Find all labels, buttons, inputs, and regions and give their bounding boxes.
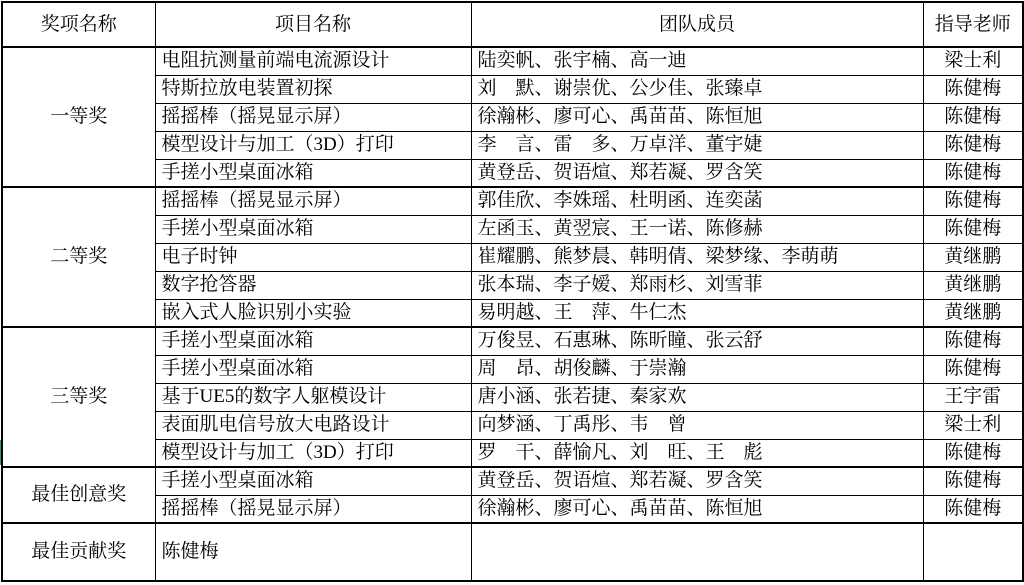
- project-cell[interactable]: 嵌入式人脸识别小实验: [155, 299, 471, 327]
- header-advisor[interactable]: 指导老师: [923, 2, 1023, 47]
- table-row: [2, 215, 1023, 243]
- project-cell[interactable]: 电阻抗测量前端电流源设计: [155, 47, 471, 75]
- table-row: [2, 495, 1023, 523]
- advisor-cell[interactable]: 黄继鹏: [923, 243, 1023, 271]
- table-row: [2, 243, 1023, 271]
- table-row: [2, 131, 1023, 159]
- project-cell[interactable]: 手搓小型桌面冰箱: [155, 327, 471, 355]
- advisor-cell[interactable]: 陈健梅: [923, 131, 1023, 159]
- table-row: [2, 159, 1023, 187]
- table-row: [2, 467, 1023, 495]
- project-cell[interactable]: 陈健梅: [155, 523, 471, 581]
- header-team-members[interactable]: 团队成员: [471, 2, 923, 47]
- project-cell[interactable]: 手搓小型桌面冰箱: [155, 355, 471, 383]
- project-cell[interactable]: 手搓小型桌面冰箱: [155, 159, 471, 187]
- table-row: [2, 523, 1023, 581]
- award-cell[interactable]: 二等奖: [2, 187, 155, 327]
- table-row: [2, 327, 1023, 355]
- team-cell[interactable]: 黄登岳、贺语煊、郑若凝、罗含笑: [471, 467, 923, 495]
- advisor-cell[interactable]: 黄继鹏: [923, 271, 1023, 299]
- advisor-cell[interactable]: 陈健梅: [923, 75, 1023, 103]
- team-cell[interactable]: 徐瀚彬、廖可心、禹苗苗、陈恒旭: [471, 495, 923, 523]
- team-cell[interactable]: 陆奕帆、张宇楠、高一迪: [471, 47, 923, 75]
- project-cell[interactable]: 摇摇棒（摇晃显示屏）: [155, 495, 471, 523]
- table-row: [2, 383, 1023, 411]
- advisor-cell[interactable]: 陈健梅: [923, 187, 1023, 215]
- team-cell[interactable]: 向梦涵、丁禹彤、韦 曾: [471, 411, 923, 439]
- table-row: [2, 187, 1023, 215]
- project-cell[interactable]: 数字抢答器: [155, 271, 471, 299]
- team-cell[interactable]: 李 言、雷 多、万卓洋、董宇婕: [471, 131, 923, 159]
- advisor-cell[interactable]: 陈健梅: [923, 215, 1023, 243]
- table-row: [2, 75, 1023, 103]
- project-cell[interactable]: 基于UE5的数字人躯模设计: [155, 383, 471, 411]
- advisor-cell[interactable]: 王宇雷: [923, 383, 1023, 411]
- team-cell[interactable]: 刘 默、谢崇优、公少佳、张臻卓: [471, 75, 923, 103]
- award-cell[interactable]: 最佳创意奖: [2, 467, 155, 523]
- table-row: [2, 439, 1023, 467]
- advisor-cell[interactable]: 陈健梅: [923, 159, 1023, 187]
- project-cell[interactable]: 手搓小型桌面冰箱: [155, 215, 471, 243]
- team-cell[interactable]: 周 昂、胡俊麟、于崇瀚: [471, 355, 923, 383]
- advisor-cell[interactable]: 陈健梅: [923, 439, 1023, 467]
- table-row: [2, 271, 1023, 299]
- header-project-name[interactable]: 项目名称: [155, 2, 471, 47]
- team-cell[interactable]: 万俊昱、石惠琳、陈昕瞳、张云舒: [471, 327, 923, 355]
- team-cell[interactable]: 徐瀚彬、廖可心、禹苗苗、陈恒旭: [471, 103, 923, 131]
- team-cell[interactable]: 左函玉、黄翌宸、王一诺、陈修赫: [471, 215, 923, 243]
- project-cell[interactable]: 模型设计与加工（3D）打印: [155, 131, 471, 159]
- project-cell[interactable]: 表面肌电信号放大电路设计: [155, 411, 471, 439]
- advisor-cell[interactable]: 黄继鹏: [923, 299, 1023, 327]
- advisor-cell[interactable]: 陈健梅: [923, 355, 1023, 383]
- project-cell[interactable]: 摇摇棒（摇晃显示屏）: [155, 103, 471, 131]
- team-cell[interactable]: 黄登岳、贺语煊、郑若凝、罗含笑: [471, 159, 923, 187]
- advisor-cell[interactable]: 梁士利: [923, 47, 1023, 75]
- advisor-cell[interactable]: 梁士利: [923, 411, 1023, 439]
- header-award-name[interactable]: 奖项名称: [2, 2, 155, 47]
- advisor-cell[interactable]: 陈健梅: [923, 327, 1023, 355]
- advisor-cell[interactable]: 陈健梅: [923, 103, 1023, 131]
- award-cell[interactable]: 最佳贡献奖: [2, 523, 155, 581]
- award-cell[interactable]: 三等奖: [2, 327, 155, 467]
- table-row: [2, 299, 1023, 327]
- table-row: [2, 411, 1023, 439]
- advisor-cell[interactable]: 陈健梅: [923, 495, 1023, 523]
- team-cell[interactable]: [471, 523, 923, 581]
- award-cell[interactable]: 一等奖: [2, 47, 155, 187]
- team-cell[interactable]: 张本瑞、李子嫒、郑雨杉、刘雪菲: [471, 271, 923, 299]
- team-cell[interactable]: 郭佳欣、李姝瑶、杜明函、连奕菡: [471, 187, 923, 215]
- advisor-cell[interactable]: 陈健梅: [923, 467, 1023, 495]
- project-cell[interactable]: 特斯拉放电装置初探: [155, 75, 471, 103]
- team-cell[interactable]: 唐小涵、张若捷、秦家欢: [471, 383, 923, 411]
- project-cell[interactable]: 电子时钟: [155, 243, 471, 271]
- team-cell[interactable]: 崔耀鹏、熊梦晨、韩明倩、梁梦缘、李萌萌: [471, 243, 923, 271]
- table-header-row: [2, 2, 1023, 47]
- advisor-cell[interactable]: [923, 523, 1023, 581]
- table-row: [2, 355, 1023, 383]
- table-row: [2, 47, 1023, 75]
- project-cell[interactable]: 手搓小型桌面冰箱: [155, 467, 471, 495]
- team-cell[interactable]: 易明越、王 萍、牛仁杰: [471, 299, 923, 327]
- team-cell[interactable]: 罗 干、薛愉凡、刘 旺、王 彪: [471, 439, 923, 467]
- project-cell[interactable]: 摇摇棒（摇晃显示屏）: [155, 187, 471, 215]
- table-row: [2, 103, 1023, 131]
- awards-table: [1, 1, 1024, 582]
- project-cell[interactable]: 模型设计与加工（3D）打印: [155, 439, 471, 467]
